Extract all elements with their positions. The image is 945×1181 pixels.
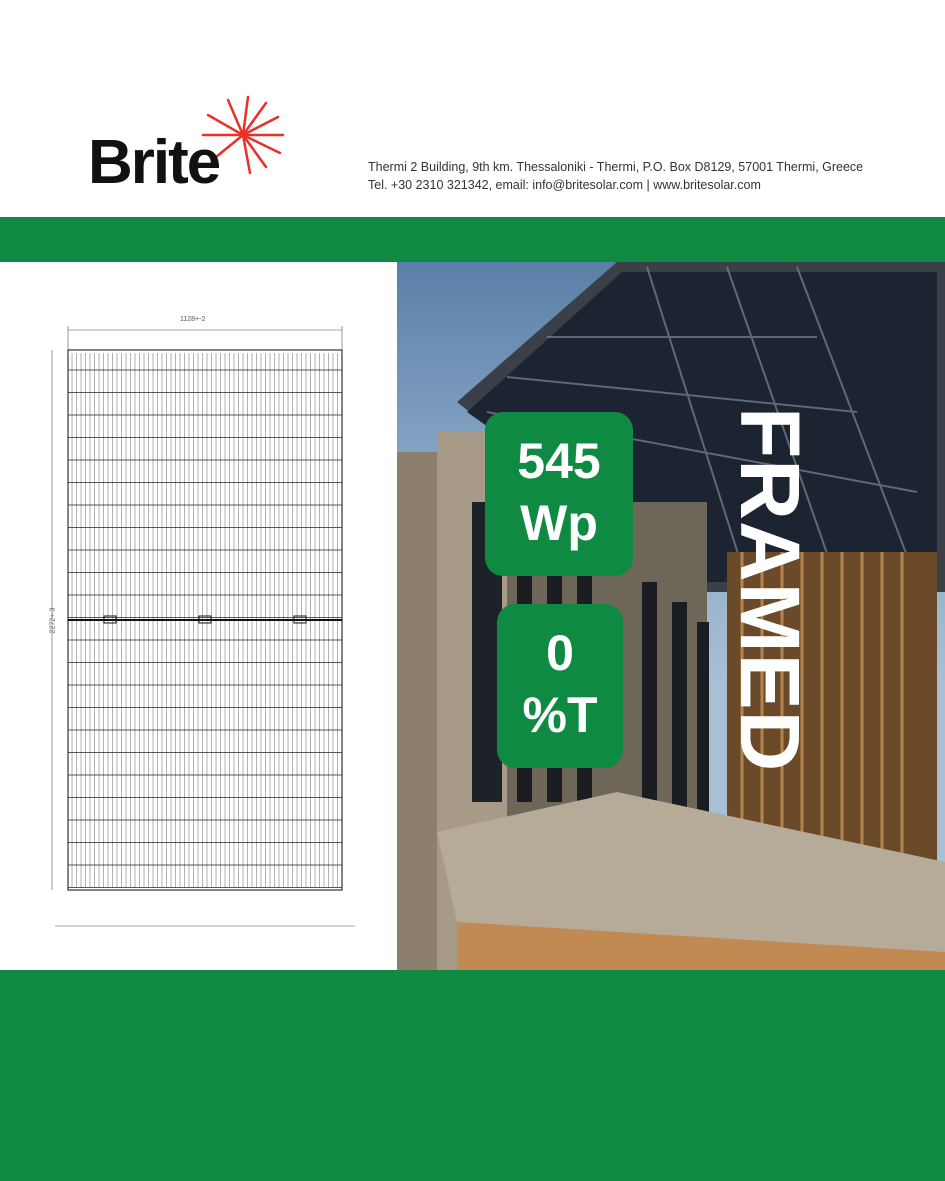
transparency-value: 0 bbox=[546, 625, 574, 681]
transparency-badge bbox=[497, 604, 623, 768]
width-dimension-label: 1128+-2 bbox=[180, 316, 206, 323]
green-band-top bbox=[0, 217, 945, 262]
transparency-unit: %T bbox=[522, 687, 598, 743]
header bbox=[0, 0, 945, 217]
power-badge bbox=[485, 412, 633, 576]
panel-outline bbox=[0, 262, 397, 970]
power-unit: Wp bbox=[520, 495, 598, 551]
phone-email-line: Tel. +30 2310 321342, email: info@britesolar.com | www.britesolar.com bbox=[368, 178, 761, 192]
logo-text: Brite bbox=[88, 128, 220, 197]
building-photo bbox=[397, 262, 945, 970]
product-type-label: FRAMED bbox=[723, 407, 817, 773]
green-band-bottom bbox=[0, 970, 945, 1181]
building-illustration bbox=[397, 262, 945, 970]
brite-logo bbox=[88, 95, 288, 195]
address-line: Thermi 2 Building, 9th km. Thessaloniki - Thermi, P.O. Box D8129, 57001 Thermi, Greece bbox=[368, 160, 864, 174]
power-value: 545 bbox=[517, 433, 601, 489]
contact-info bbox=[368, 158, 863, 194]
height-dimension-label: 2272+-3 bbox=[49, 607, 57, 634]
panel-technical-drawing bbox=[0, 262, 397, 970]
